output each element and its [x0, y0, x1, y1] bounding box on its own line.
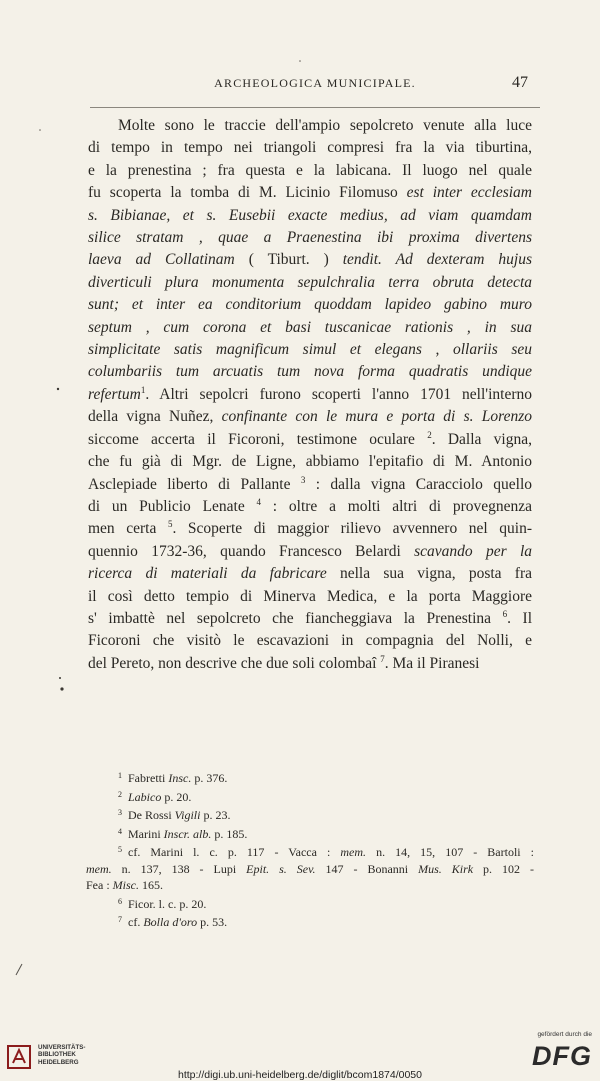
text-line: columbariis tum arcuatis tum nova forma quadratis undique	[88, 363, 532, 381]
text-line: s. Bibianae, et s. Eusebii exacte medius, ad viam quamdam	[88, 206, 532, 224]
body-text	[88, 115, 532, 675]
text-line: di un Publicio Lenate $^4$ : oltre a molti altri di provegnenza	[88, 496, 532, 515]
text-line: Ficoroni che visitò le escavazioni in compagnia del Nolli, e	[88, 632, 532, 650]
dfg-logo: DFG	[532, 1041, 592, 1071]
text-line: Asclepiade liberto di Pallante $^3$ : dalla vigna Caracciolo quello	[88, 474, 533, 493]
source-url[interactable]: http://digi.ub.uni-heidelberg.de/diglit/bcom1874/0050	[177, 1069, 422, 1081]
text-line: del Pereto, non descrive che due soli colombaî $^7$. Ma il Piranesi	[88, 653, 480, 672]
page-number: 47	[512, 74, 528, 91]
footnote-ref: 1	[140, 384, 146, 395]
text-line: di tempo in tempo nei triangoli compresi fra la via tiburtina,	[88, 139, 532, 157]
footnote-ref: 2	[427, 429, 432, 440]
footer-bar	[0, 1020, 600, 1081]
footnote: $^5$ cf. Marini l. c. p. 117 - Vacca : mem. n. 14, 15, 107 - Bartoli :	[118, 845, 534, 859]
text-line: diverticuli plura monumenta sepulchralia terra obruta detecta	[88, 273, 532, 291]
header-rule	[90, 107, 540, 108]
text-line: s' imbattè nel sepolcreto che fiancheggiava la Prenestina $^6$. Il	[88, 608, 533, 627]
footnote: $^3$ De Rossi Vigili p. 23.	[118, 808, 231, 822]
text-line: sunt; et inter ea conditorium quoddam lapideo gabino muro	[88, 296, 532, 314]
text-line: siccome accerta il Ficoroni, testimone oculare $^2$. Dalla vigna,	[88, 429, 532, 448]
text-line: septum , cum corona et basi tuscanicae rationis , in sua	[88, 318, 532, 336]
footnote: $^6$ Ficor. l. c. p. 20.	[118, 896, 207, 911]
footnotes	[86, 768, 534, 931]
text-line: laeva ad Collatinam ( Tiburt. ) tendit. Ad dexteram hujus	[88, 251, 533, 269]
text-line: Molte sono le traccie dell'ampio sepolcreto venute alla luce	[118, 117, 532, 134]
running-title: ARCHEOLOGICA MUNICIPALE.	[214, 76, 416, 90]
footnote-continuation: mem. n. 137, 138 - Lupi Epit. s. Sev. 147 - Bonanni Mus. Kirk p. 102 -	[86, 861, 534, 876]
text-line: refertum$^1$. Altri sepolcri furono scoperti l'anno 1701 nell'interno	[88, 384, 532, 403]
text-line: il così detto tempio di Minerva Medica, e la porta Maggiore	[88, 587, 532, 605]
text-line: men certa $^5$. Scoperte di maggior rilievo avvennero nel quin-	[88, 519, 533, 538]
footnote: $^2$ Labico p. 20.	[118, 789, 192, 804]
footnote-ref: 3	[300, 474, 306, 485]
footnote: $^7$ cf. Bolla d'oro p. 53.	[118, 915, 228, 929]
page-header	[90, 76, 540, 98]
footnote-ref: 4	[256, 496, 262, 507]
text-line: quennio 1732-36, quando Francesco Belardi scavando per la	[88, 542, 533, 560]
text-line: della vigna Nuñez, confinante con le mura e porta di s. Lorenzo	[88, 408, 533, 426]
university-seal-icon	[6, 1044, 32, 1070]
text-line: simplicitate satis magnificum simul et elegans , ollariis seu	[88, 341, 532, 359]
footnote-continuation: Fea : Misc. 165.	[86, 878, 163, 892]
footnote-ref: 5	[167, 519, 173, 530]
funding-note: gefördert durch die	[537, 1031, 592, 1038]
footnote: $^4$ Marini Inscr. alb. p. 185.	[118, 826, 248, 841]
text-line: e la prenestina ; fra questa e la labicana. Il luogo nel quale	[88, 161, 532, 179]
footnote: $^1$ Fabretti Insc. p. 376.	[118, 771, 228, 785]
library-name: UNIVERSITÄTS- BIBLIOTHEK HEIDELBERG	[38, 1044, 86, 1066]
text-line: ricerca di materiali da fabricare nella sua vigna, posta fra	[88, 565, 533, 583]
text-line: silice stratam , quae a Praenestina ibi proxima divertens	[88, 229, 532, 247]
text-line: che fu già di Mgr. de Ligne, abbiamo l'epitafio di M. Antonio	[88, 453, 532, 471]
text-line: fu scoperta la tomba di M. Licinio Filomuso est inter ecclesiam	[88, 184, 532, 202]
footnote-ref: 6	[502, 608, 508, 619]
footnote-ref: 7	[380, 653, 385, 664]
